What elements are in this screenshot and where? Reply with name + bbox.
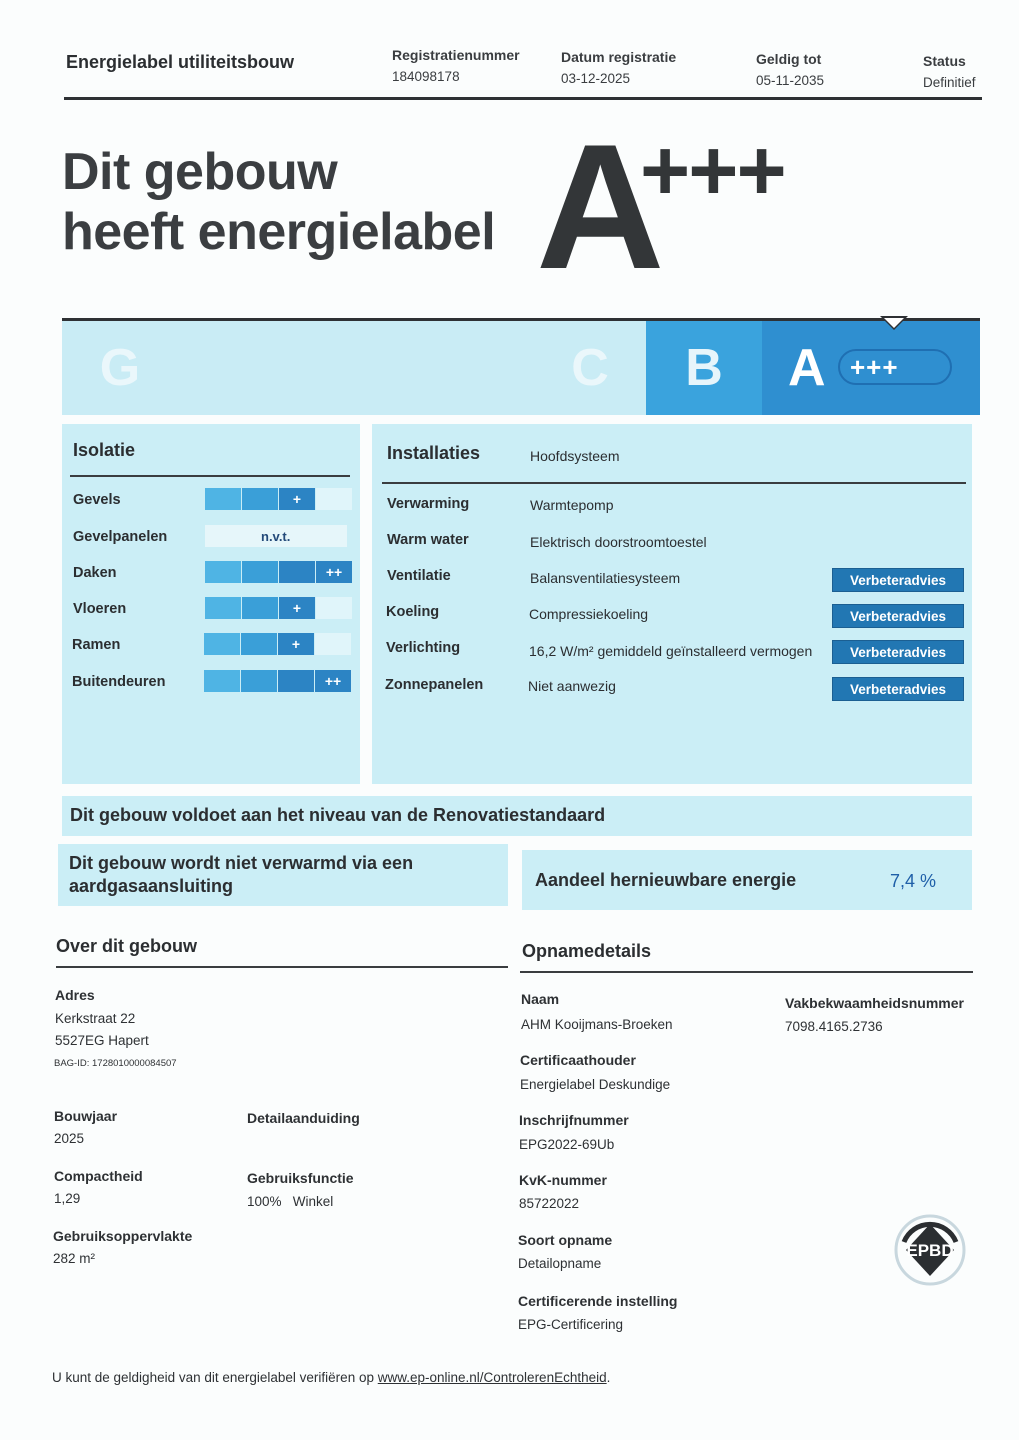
compactheid-label: Compactheid	[54, 1168, 143, 1184]
gebruiksoppervlakte-label: Gebruiksoppervlakte	[53, 1228, 193, 1244]
installatie-row-value: Niet aanwezig	[528, 678, 616, 694]
isolatie-bar-gevels	[205, 488, 353, 510]
bar-block	[205, 597, 241, 619]
gebruiksfunctie-label: Gebruiksfunctie	[247, 1170, 354, 1186]
registration-date-label: Datum registratie	[561, 49, 677, 65]
bar-tag: +	[279, 488, 315, 510]
verbeteradvies-ventilatie-button[interactable]: Verbeteradvies	[832, 568, 964, 592]
registration-date-block	[561, 49, 676, 86]
isolatie-title: Isolatie	[73, 440, 136, 460]
bar-block	[279, 561, 315, 583]
footer-end: .	[606, 1370, 611, 1385]
aardgas-statement	[69, 852, 413, 898]
bar-block	[204, 633, 240, 655]
bar-tag: ++	[315, 670, 351, 692]
verbeteradvies-koeling-button[interactable]: Verbeteradvies	[832, 604, 964, 628]
vakbekwaamheid-label: Vakbekwaamheidsnummer	[785, 995, 964, 1011]
aardgas-line-2: aardgasaansluiting	[69, 876, 234, 896]
footer-text: U kunt de geldigheid van dit energielabel verifiëren op	[52, 1370, 374, 1385]
installaties-subtitle: Hoofdsysteem	[530, 448, 620, 464]
bouwjaar-value: 2025	[54, 1131, 85, 1146]
bar-block	[241, 670, 277, 692]
bar-block-empty	[316, 488, 352, 510]
isolatie-bar-daken	[205, 561, 353, 583]
bar-block	[242, 597, 278, 619]
bar-block	[278, 670, 314, 692]
vakbekwaamheid-value: 7098.4165.2736	[785, 1019, 883, 1034]
registration-number-label: Registratienummer	[392, 47, 520, 63]
bar-block	[205, 488, 241, 510]
isolatie-row-label: Ramen	[72, 637, 121, 653]
bar-tag: +	[278, 633, 314, 655]
compactheid-value: 1,29	[54, 1191, 81, 1206]
installatie-row-value: Compressiekoeling	[529, 606, 649, 622]
bar-block-empty	[316, 597, 352, 619]
installatie-row-label: Koeling	[386, 604, 440, 620]
status-label: Status	[923, 53, 966, 69]
opname-divider	[520, 971, 973, 973]
kvk-label: KvK-nummer	[519, 1172, 607, 1188]
adres-line-2: 5527EG Hapert	[55, 1033, 149, 1048]
current-rating-pointer-inner	[884, 318, 904, 328]
rating-segment-a: A	[762, 321, 980, 415]
isolatie-divider	[70, 475, 350, 477]
hernieuwbaar-value: 7,4 %	[890, 871, 937, 891]
isolatie-row-label: Daken	[73, 565, 117, 581]
bar-block	[242, 561, 278, 583]
aardgas-line-1: Dit gebouw wordt niet verwarmd via een	[69, 853, 414, 873]
gebruiksfunctie-value: 100% Winkel	[247, 1194, 334, 1209]
epbd-logo-text: EPBD	[906, 1241, 954, 1260]
naam-value: AHM Kooijmans-Broeken	[521, 1017, 673, 1032]
rating-segment-b: B	[646, 321, 762, 415]
bouwjaar-label: Bouwjaar	[54, 1108, 118, 1124]
rating-plus-pill: +++	[838, 349, 952, 385]
isolatie-row-label: Vloeren	[73, 601, 127, 617]
certificaathouder-value: Energielabel Deskundige	[520, 1077, 671, 1092]
bar-tag: +	[279, 597, 315, 619]
hero-line-1: Dit gebouw	[62, 143, 338, 201]
installaties-title: Installaties	[387, 443, 481, 463]
epbd-logo	[892, 1212, 968, 1288]
bar-block	[241, 633, 277, 655]
isolatie-bar-buitendeuren	[204, 670, 352, 692]
status-value: Definitief	[923, 75, 976, 90]
registration-number-block	[392, 47, 520, 84]
installatie-row-value: Elektrisch doorstroomtoestel	[530, 534, 707, 550]
isolatie-row-label: Buitendeuren	[72, 674, 166, 690]
installatie-row-label: Zonnepanelen	[385, 677, 484, 693]
kvk-value: 85722022	[519, 1196, 580, 1211]
document-title: Energielabel utiliteitsbouw	[66, 52, 295, 72]
isolatie-bar-ramen	[204, 633, 352, 655]
detailaanduiding-label: Detailaanduiding	[247, 1110, 360, 1126]
naam-label: Naam	[521, 991, 560, 1007]
gebouw-title: Over dit gebouw	[56, 936, 198, 956]
installatie-row-label: Verwarming	[387, 496, 470, 512]
bar-block	[204, 670, 240, 692]
adres-label: Adres	[55, 987, 95, 1003]
installatie-row-value: 16,2 W/m² gemiddeld geïnstalleerd vermogen	[529, 643, 813, 659]
rating-divider	[62, 318, 980, 321]
energy-label-plus: +++	[640, 123, 785, 219]
soort-opname-label: Soort opname	[518, 1232, 613, 1248]
epbd-logo-icon	[892, 1212, 968, 1288]
inschrijfnummer-label: Inschrijfnummer	[519, 1112, 629, 1128]
isolatie-row-label: Gevelpanelen	[73, 529, 168, 545]
verify-link[interactable]: www.ep-online.nl/ControlerenEchtheid	[377, 1370, 607, 1385]
bag-id: BAG-ID: 1728010000084507	[54, 1058, 177, 1069]
bar-tag: ++	[316, 561, 352, 583]
verbeteradvies-verlichting-button[interactable]: Verbeteradvies	[832, 640, 964, 664]
gebouw-divider	[56, 966, 508, 968]
installaties-divider	[382, 482, 966, 484]
bar-block-empty	[315, 633, 351, 655]
gebruiksoppervlakte-value: 282 m²	[53, 1251, 96, 1266]
hernieuwbaar-label: Aandeel hernieuwbare energie	[535, 870, 797, 890]
adres-line-1: Kerkstraat 22	[55, 1011, 136, 1026]
status-block	[923, 53, 976, 90]
opname-title: Opnamedetails	[522, 941, 652, 961]
renovatie-statement: Dit gebouw voldoet aan het niveau van de Renovatiestandaard	[70, 805, 606, 825]
certificerende-instelling-value: EPG-Certificering	[518, 1317, 624, 1332]
verbeteradvies-zonnepanelen-button[interactable]: Verbeteradvies	[832, 677, 964, 701]
inschrijfnummer-value: EPG2022-69Ub	[519, 1137, 615, 1152]
hero-heading	[62, 142, 495, 262]
installatie-row-value: Balansventilatiesysteem	[530, 570, 681, 586]
energy-label-letter: A	[536, 107, 661, 306]
footer	[52, 1370, 610, 1385]
registration-date-value: 03-12-2025	[561, 71, 631, 86]
isolatie-bar-vloeren	[205, 597, 353, 619]
valid-until-label: Geldig tot	[756, 51, 822, 67]
rating-segment-g: G	[99, 339, 141, 397]
certificerende-instelling-label: Certificerende instelling	[518, 1293, 678, 1309]
hero-line-2: heeft energielabel	[62, 203, 496, 261]
registration-number-value: 184098178	[392, 69, 460, 84]
bar-block	[242, 488, 278, 510]
installatie-row-label: Ventilatie	[387, 568, 451, 584]
isolatie-nvt: n.v.t.	[205, 525, 347, 547]
valid-until-value: 05-11-2035	[756, 73, 825, 88]
installatie-row-value: Warmtepomp	[530, 497, 614, 513]
installatie-row-label: Verlichting	[386, 640, 461, 656]
valid-until-block	[756, 51, 824, 88]
certificaathouder-label: Certificaathouder	[520, 1052, 636, 1068]
header-divider	[64, 97, 982, 100]
rating-segment-c: C	[571, 339, 609, 397]
soort-opname-value: Detailopname	[518, 1256, 602, 1271]
bar-block	[205, 561, 241, 583]
installatie-row-label: Warm water	[387, 532, 469, 548]
isolatie-row-label: Gevels	[73, 492, 121, 508]
